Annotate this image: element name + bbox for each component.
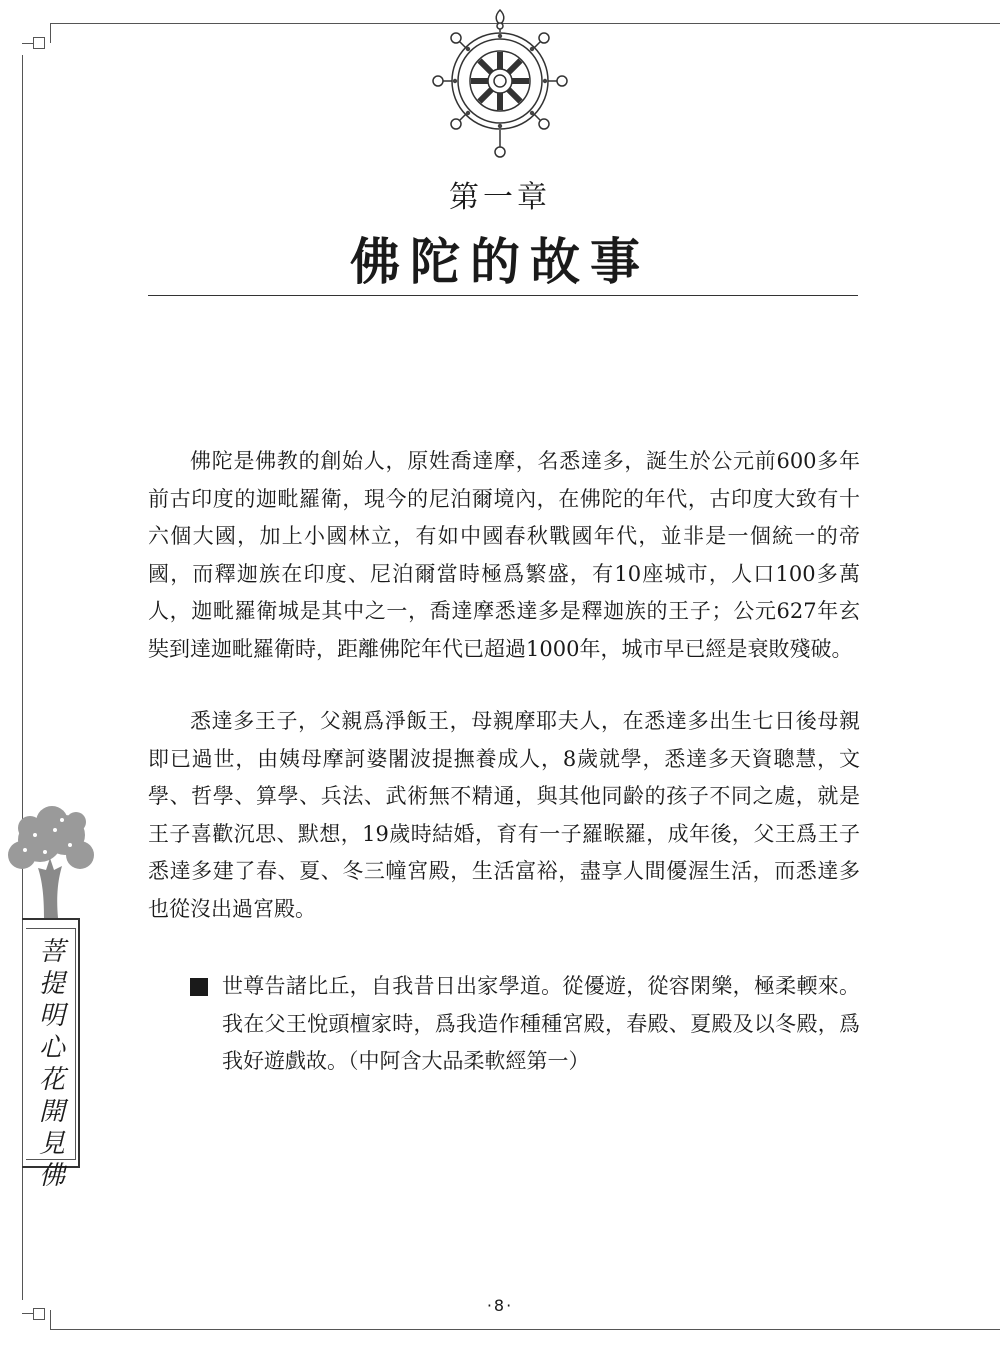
frame-stub — [22, 43, 34, 44]
page-number: ·8· — [486, 1296, 514, 1315]
quote-text: 世尊告諸比丘，自我昔日出家學道。從優遊，從容閑樂，極柔輭來。我在父王悅頭檀家時，爲我造作種種宮殿，春殿、夏殿及以冬殿，爲我好遊戲故。（中阿含大品柔軟經第一） — [222, 974, 860, 1073]
frame-corner-top-left — [33, 37, 45, 49]
book-title-vertical: 菩提明心花開見佛 — [38, 937, 65, 1191]
frame-stub — [50, 23, 51, 43]
title-divider — [148, 295, 858, 296]
body-paragraph: 悉達多王子，父親爲淨飯王，母親摩耶夫人，在悉達多出生七日後母親即已過世，由姨母摩訶婆闍波提撫養成人，8歲就學，悉達多天資聰慧，文學、哲學、算學、兵法、武術無不精通，與其他同齡的孩子不同之處，就是王子喜歡沉思、默想，19歲時結婚，育有一子羅睺羅，成年後，父王爲王子悉達多建了春、夏、冬三幢宮殿，生活富裕，盡享人間優渥生活，而悉達多也從沒出過宮殿。 — [148, 709, 860, 921]
square-bullet-icon — [190, 978, 208, 996]
body-paragraph: 佛陀是佛教的創始人，原姓喬達摩，名悉達多，誕生於公元前600多年前古印度的迦毗羅衛，現今的尼泊爾境內，在佛陀的年代，古印度大致有十六個大國，加上小國林立，有如中國春秋戰國年代，並非是一個統一的帝國，而釋迦族在印度、尼泊爾當時極爲繁盛，有10座城市，人口100多萬人，迦毗羅衛城是其中之一，喬達摩悉達多是釋迦族的王子；公元627年玄奘到達迦毗羅衛時，距離佛陀年代已超過1000年，城市早已經是衰敗殘破。 — [148, 449, 860, 661]
dharma-wheel-icon — [430, 2, 570, 160]
chapter-title: 佛陀的故事 — [350, 232, 650, 291]
chapter-number: 第一章 — [449, 180, 551, 215]
bodhi-tree-icon — [0, 800, 100, 920]
scripture-quote — [190, 968, 860, 1081]
frame-bottom-line — [50, 1329, 1000, 1330]
